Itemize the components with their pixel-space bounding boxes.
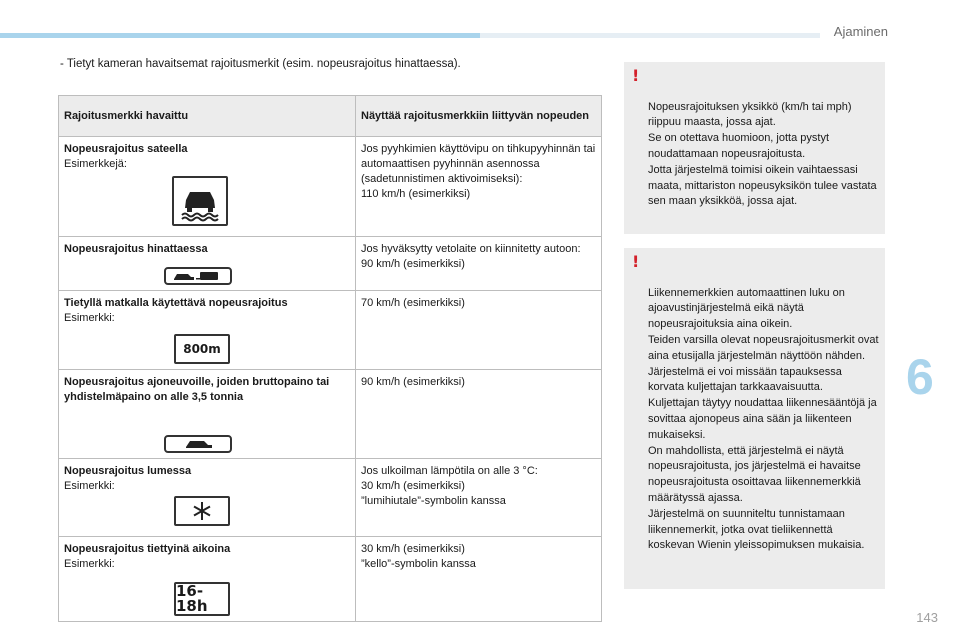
table-cell	[59, 370, 356, 459]
header-accent-bar	[0, 33, 480, 38]
car-sign-icon	[164, 435, 232, 453]
row-subtitle: Esimerkkejä:	[64, 158, 127, 170]
row-value: Jos hyväksytty vetolaite on kiinnitetty autoon: 90 km/h (esimerkiksi)	[356, 237, 602, 291]
table-cell	[59, 537, 356, 622]
row-value: 30 km/h (esimerkiksi) ”kello”-symbolin kanssa	[356, 537, 602, 622]
warning-note	[624, 248, 885, 589]
table-header-cell: Näyttää rajoitusmerkkiin liittyvän nopeuden	[356, 96, 602, 137]
table-row	[59, 537, 602, 622]
row-value: Jos pyyhkimien käyttövipu on tihkupyyhinnän tai automaattisen pyyhinnän asennossa (sadetunnistimen aktivoimiseksi): 110 km/h (esimerkiksi)	[356, 137, 602, 237]
rain-car-sign-icon	[172, 176, 228, 226]
table-row	[59, 137, 602, 237]
row-subtitle: Esimerkki:	[64, 558, 115, 570]
row-title: Nopeusrajoitus tiettyinä aikoina	[64, 543, 231, 555]
intro-text: - Tietyt kameran havaitsemat rajoitusmerkit (esim. nopeusrajoitus hinattaessa).	[60, 58, 461, 70]
distance-sign-text: 800m	[183, 341, 221, 356]
row-title: Nopeusrajoitus hinattaessa	[64, 243, 208, 255]
warning-icon: !	[632, 252, 640, 271]
note-text: Nopeusrajoituksen yksikkö (km/h tai mph) riippuu maasta, jossa ajat. Se on otettava huomioon, jotta pystyt noudattamaan nopeusrajoitusta. Jotta järjestelmä toimisi oikein vaihtaessasi maata, mittariston nopeusyksikön tulee vastata sen maan yksikköä, jossa ajat.	[648, 100, 877, 208]
table-header-row	[59, 96, 602, 137]
header-bar-light	[480, 33, 820, 38]
chapter-number: 6	[906, 349, 934, 405]
table-header-cell: Rajoitusmerkki havaittu	[59, 96, 356, 137]
row-value: 90 km/h (esimerkiksi)	[356, 370, 602, 459]
row-value: Jos ulkoilman lämpötila on alle 3 °C: 30 km/h (esimerkiksi) ”lumihiutale”-symbolin kanssa	[356, 459, 602, 537]
row-subtitle: Esimerkki:	[64, 480, 115, 492]
page-number: 143	[916, 610, 938, 625]
row-subtitle: Esimerkki:	[64, 312, 115, 324]
table-cell	[59, 237, 356, 291]
table-cell	[59, 459, 356, 537]
row-title: Nopeusrajoitus ajoneuvoille, joiden bruttopaino tai yhdistelmäpaino on alle 3,5 tonnia	[64, 376, 330, 403]
row-value: 70 km/h (esimerkiksi)	[356, 291, 602, 370]
table-row	[59, 237, 602, 291]
warning-icon: !	[632, 66, 640, 85]
time-sign	[174, 582, 230, 616]
table-cell	[59, 137, 356, 237]
table-row	[59, 370, 602, 459]
speed-limit-table	[58, 95, 602, 622]
table-row	[59, 291, 602, 370]
note-text: Liikennemerkkien automaattinen luku on ajoavustinjärjestelmä eikä näytä nopeusrajoituksia aina oikein. Teiden varsilla olevat nopeusrajoitusmerkit ovat aina etusijalla järjestelmän näyttöön nähden. Järjestelmä ei voi missään tapauksessa korvata kuljettajan tarkkaavaisuutta. Kuljettajan täytyy noudattaa liikennesääntöjä ja sovittaa ajonopeus aina sään ja liikenteen mukaiseksi. On mahdollista, että järjestelmä ei näytä nopeusrajoitusta, jos järjestelmä ei havaitse nopeusrajoitusta osoittavaa liikennemerkkiä määrätyssä ajassa. Järjestelmä on suunniteltu tunnistamaan liikennemerkit, jotka ovat tieliikennettä koskevan Wienin yleissopimuksen mukaisia.	[648, 286, 879, 552]
row-title: Tietyllä matkalla käytettävä nopeusrajoitus	[64, 297, 288, 309]
row-title: Nopeusrajoitus lumessa	[64, 465, 192, 477]
row-title: Nopeusrajoitus sateella	[64, 143, 188, 155]
warning-note	[624, 62, 885, 234]
table-row	[59, 459, 602, 537]
table-cell	[59, 291, 356, 370]
snowflake-icon	[174, 496, 230, 526]
section-title: Ajaminen	[833, 24, 888, 39]
car-caravan-sign-icon	[164, 267, 232, 285]
distance-sign	[174, 334, 230, 364]
time-sign-text: 16-18h	[176, 582, 208, 615]
